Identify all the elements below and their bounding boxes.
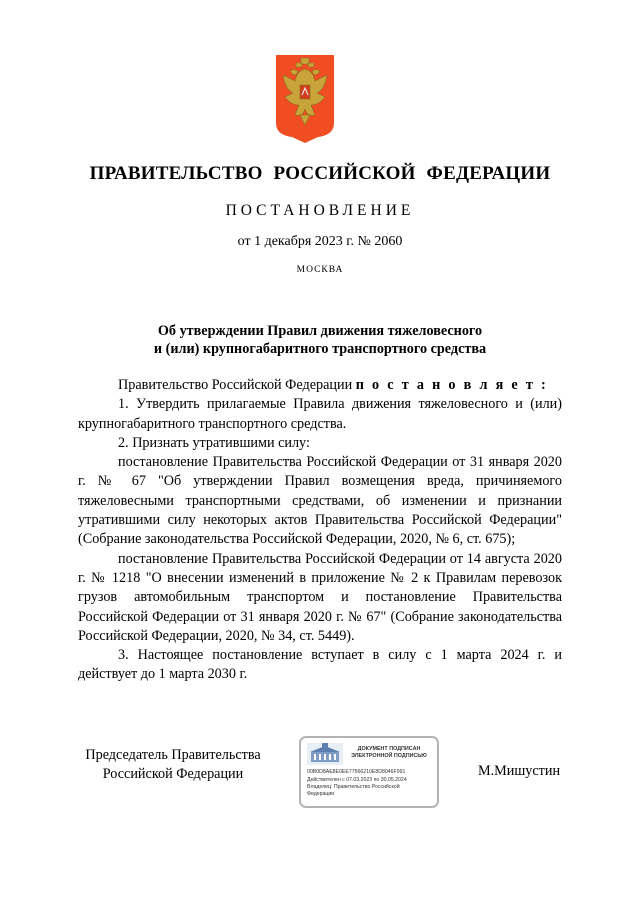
- stamp-owner: Федерации: [307, 791, 335, 797]
- signer-name: М.Мишустин: [478, 763, 561, 779]
- document-city: МОСКВА: [296, 265, 344, 275]
- paragraph-5: 3. Настоящее постановление вступает в силу с 1 марта 2024 г. и действует до 1 марта 2030 г.: [78, 647, 562, 683]
- signer-position-line: Российской Федерации: [102, 766, 244, 782]
- paragraph-2: 2. Признать утратившими силу:: [118, 434, 310, 451]
- subject-line: и (или) крупногабаритного транспортного средства: [153, 341, 487, 357]
- intro-paragraph: [78, 376, 562, 395]
- e-signature-stamp: [299, 736, 439, 808]
- stamp-title-line: ДОКУМЕНТ ПОДПИСАН: [357, 746, 421, 752]
- stamp-owner: Владелец: Правительство Российской: [307, 784, 400, 790]
- russian-coat-of-arms-icon: [276, 55, 334, 143]
- intro-verb: п о с т а н о в л я е т :: [355, 377, 548, 393]
- document-type: ПОСТАНОВЛЕНИЕ: [225, 202, 415, 219]
- document-subject: [0, 322, 640, 358]
- paragraph-4: постановление Правительства Российской Федерации от 14 августа 2020 г. № 1218 "О внесении изменений в приложение № 2 к Правилам перевозок грузов автомобильным транспортом и постановление Правительства Российской Федерации от 31 января 2020 г. № 67" (Собрание законодательства Российской Федерации, 2020, № 34, ст. 5449).: [78, 550, 562, 644]
- building-icon: [307, 743, 343, 765]
- stamp-title-line: ЭЛЕКТРОННОЙ ПОДПИСЬЮ: [351, 753, 427, 759]
- paragraph-3: постановление Правительства Российской Федерации от 31 января 2020 г. № 67 "Об утверждении Правил возмещения вреда, причиняемого тяжеловесными транспортными средствами, об изменении и признании утратившими силу некоторых актов Правительства Российской Федерации" (Собрание законодательства Российской Федерации, 2020, № 6, ст. 675);: [78, 454, 562, 548]
- paragraph-1: 1. Утвердить прилагаемые Правила движения тяжеловесного и (или) крупногабаритного транспортного средства.: [78, 396, 562, 432]
- subject-line: Об утверждении Правил движения тяжеловесного: [157, 323, 483, 339]
- document-body: [78, 376, 562, 685]
- stamp-validity: Действителен с 07.03.2023 по 30.05.2024: [307, 777, 407, 783]
- signer-position: [78, 746, 268, 784]
- government-title: ПРАВИТЕЛЬСТВО РОССИЙСКОЙ ФЕДЕРАЦИИ: [89, 163, 551, 184]
- document-date-number: от 1 декабря 2023 г. № 2060: [237, 234, 403, 249]
- stamp-title: [343, 746, 435, 760]
- stamp-certificate: 00B0D8AE8E0EE77566210E8D8046F991: [307, 769, 406, 775]
- intro-text: Правительство Российской Федерации: [118, 377, 356, 393]
- signer-position-line: Председатель Правительства: [85, 747, 261, 763]
